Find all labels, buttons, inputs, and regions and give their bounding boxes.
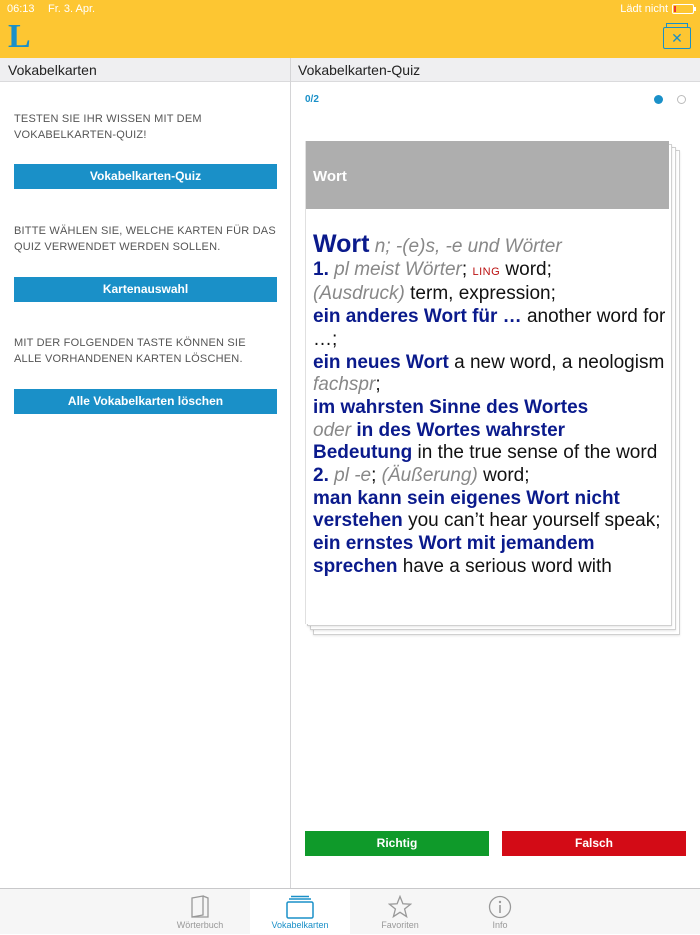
left-pane-title: Vokabelkarten — [8, 62, 97, 78]
kartenauswahl-button[interactable]: Kartenauswahl — [14, 277, 277, 302]
delete-all-cards-button[interactable]: Alle Vokabelkarten löschen — [14, 389, 277, 414]
tab-label: Info — [492, 920, 508, 930]
langenscheidt-logo: L — [8, 18, 31, 55]
flashcard-term: Wort — [313, 168, 347, 185]
example-phrase: im wahrsten Sinne des Wortes — [313, 396, 589, 418]
info-icon — [488, 895, 512, 919]
card-selection-text: BITTE WÄHLEN SIE, WELCHE KARTEN FÜR DAS QUIZ VERWENDET WERDEN SOLLEN. — [14, 225, 276, 253]
sense-number: 2. — [313, 465, 329, 487]
example-translation: have a serious word with — [402, 555, 612, 577]
tab-vokabelkarten[interactable] — [250, 889, 350, 935]
example-translation: in the true sense of the word — [417, 442, 658, 464]
star-icon — [388, 895, 412, 919]
conjunction: oder — [313, 419, 352, 441]
book-icon — [189, 895, 211, 919]
example-phrase: man kann sein eigenes Wort nicht verstehen — [313, 487, 620, 532]
translation: term, expression; — [410, 283, 556, 305]
battery-icon — [672, 4, 694, 14]
example-translation: you can’t hear yourself speak; — [408, 510, 661, 532]
quiz-intro-text: TESTEN SIE IHR WISSEN MIT DEM VOKABELKARTEN-QUIZ! — [14, 113, 202, 141]
tab-label: Favoriten — [381, 920, 419, 930]
delete-cards-text: MIT DER FOLGENDEN TASTE KÖNNEN SIE ALLE VORHANDENEN KARTEN LÖSCHEN. — [14, 337, 246, 365]
close-quiz-button[interactable] — [663, 27, 691, 49]
domain-label: LING — [472, 265, 501, 278]
tab-label: Vokabelkarten — [271, 920, 329, 930]
tab-label: Wörterbuch — [176, 920, 224, 930]
dictionary-entry: Wort n; -(e)s, -e und Wörter 1. pl meist Wörter; LING word; (Ausdruck) term, expression; ein anderes Wort für … another word for …; ein neues Wort a new word, a neologism fachspr; im wahrsten Sinne des Wortes oder in des Wortes wahrster Bedeutung in the true sense of the word 2. pl -e; (Äußerung) word; man kann sein eigenes Wort nicht verstehen you can’t hear yourself speak; ein ernstes Wort mit jemandem sprechen have a serious word with — [313, 230, 666, 577]
sense-note: pl meist Wörter — [334, 258, 462, 280]
sense-note: (Ausdruck) — [313, 283, 405, 305]
sense-note: pl -e — [334, 465, 372, 487]
tab-info[interactable] — [450, 889, 550, 935]
translation: word; — [483, 465, 530, 487]
status-time: 06:13 — [7, 3, 35, 15]
right-pane-title: Vokabelkarten-Quiz — [298, 62, 421, 78]
page-indicator-inactive — [677, 95, 686, 104]
tab-bar — [0, 888, 700, 934]
example-phrase: in des Wortes wahrster Bedeutung — [313, 419, 566, 464]
flashcard[interactable] — [305, 141, 669, 624]
page-indicator-active — [654, 95, 663, 104]
flashcard-header — [306, 141, 669, 209]
grammar-info: n; -(e)s, -e und Wörter — [374, 236, 562, 257]
battery-status-text: Lädt nicht — [620, 3, 668, 15]
close-icon: ✕ — [671, 30, 683, 46]
example-phrase: ein anderes Wort für … — [313, 306, 522, 328]
app-header — [0, 0, 700, 58]
pane-divider — [290, 58, 291, 888]
falsch-button[interactable]: Falsch — [502, 831, 686, 856]
example-phrase: ein ernstes Wort mit jemandem sprechen — [313, 533, 595, 577]
sense-number: 1. — [313, 258, 329, 280]
translation: word; — [505, 258, 552, 280]
vokabelkarten-quiz-button[interactable]: Vokabelkarten-Quiz — [14, 164, 277, 189]
example-translation: another word for …; — [313, 306, 666, 350]
cards-icon — [285, 895, 315, 919]
tab-favoriten[interactable] — [350, 889, 450, 935]
register-note: fachspr — [313, 374, 376, 396]
tab-woerterbuch[interactable] — [150, 889, 250, 935]
richtig-button[interactable]: Richtig — [305, 831, 489, 856]
left-pane — [0, 82, 290, 888]
example-translation: a new word, a neologism — [454, 351, 665, 373]
section-header — [0, 58, 700, 82]
status-date: Fr. 3. Apr. — [48, 3, 96, 15]
headword: Wort — [313, 230, 370, 258]
sense-note: (Äußerung) — [381, 465, 478, 487]
example-phrase: ein neues Wort — [313, 351, 449, 373]
quiz-progress: 0/2 — [305, 94, 319, 105]
